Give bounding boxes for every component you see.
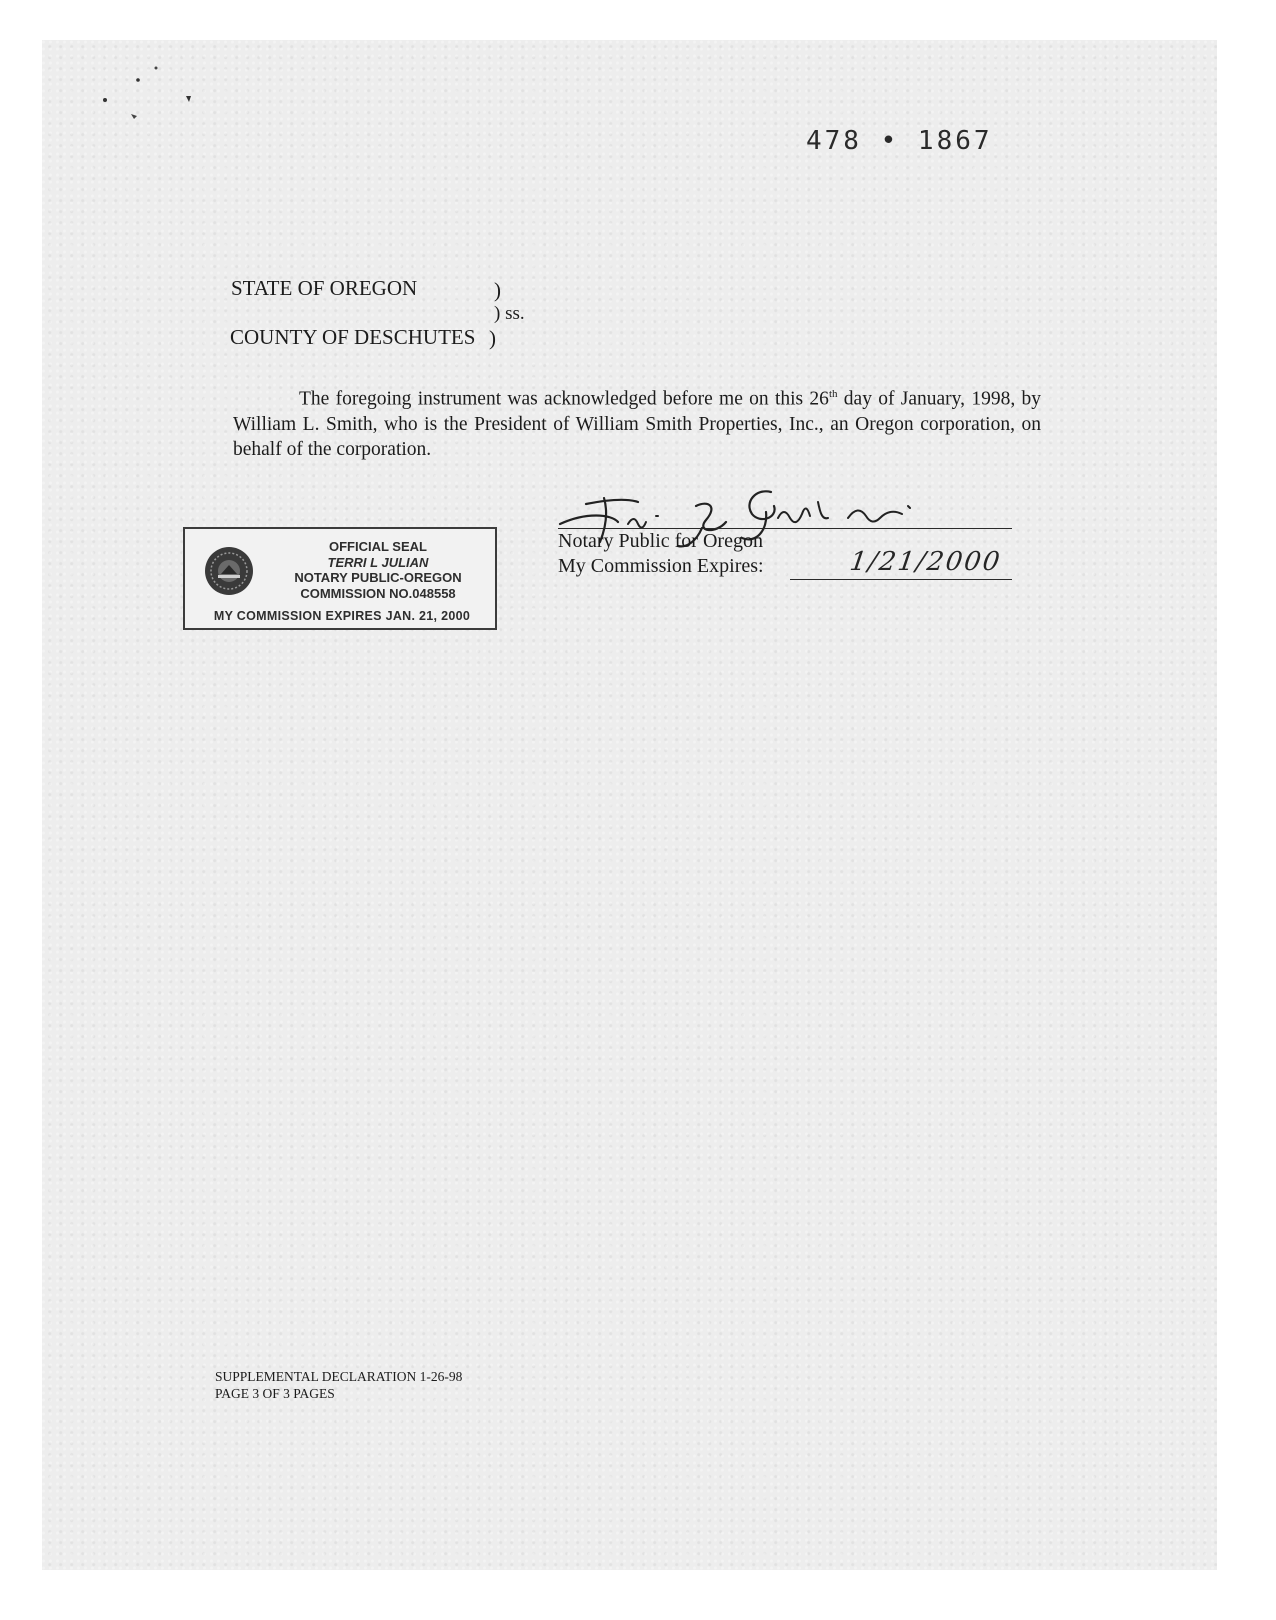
seal-commission-number: COMMISSION NO.048558 xyxy=(300,585,456,601)
day-suffix: th xyxy=(828,388,838,400)
seal-text-block xyxy=(255,539,501,601)
official-seal-stamp xyxy=(183,527,497,630)
acknowledgment-paragraph xyxy=(233,382,1041,462)
commission-expires-value: 1/21/2000 xyxy=(847,547,1004,577)
scan-specks xyxy=(98,58,208,128)
seal-title: OFFICIAL SEAL xyxy=(329,539,427,554)
footer-page-count: PAGE 3 OF 3 PAGES xyxy=(215,1386,335,1401)
footer-document-title: SUPPLEMENTAL DECLARATION 1-26-98 xyxy=(215,1369,463,1384)
acknowledgment-text-end: day of January, 1998, by William L. Smith, who is the President of William Smith Properties, Inc., an Oregon corporation, on behalf of the corporation. xyxy=(233,388,1041,460)
state-label: STATE OF OREGON xyxy=(231,276,418,300)
paren-top: ) xyxy=(494,278,501,302)
expires-underline xyxy=(790,579,1012,580)
document-page xyxy=(42,40,1217,1570)
page-footer xyxy=(215,1368,462,1402)
document-number: 478 • 1867 xyxy=(806,126,993,156)
seal-expiration: MY COMMISSION EXPIRES JAN. 21, 2000 xyxy=(213,609,471,623)
signature-line xyxy=(558,528,1012,529)
seal-notary-name: TERRI L JULIAN xyxy=(327,554,429,570)
state-seal-icon xyxy=(203,541,255,601)
notary-public-label: Notary Public for Oregon xyxy=(558,530,763,552)
county-label: COUNTY OF DESCHUTES xyxy=(230,325,476,349)
ss-marker: ) ss. xyxy=(494,303,525,324)
commission-expires-label: My Commission Expires: xyxy=(558,555,764,577)
paren-bottom: ) xyxy=(489,326,496,350)
acknowledgment-text-start: The foregoing instrument was acknowledged before me on this 26 xyxy=(299,388,829,410)
seal-office: NOTARY PUBLIC-OREGON xyxy=(294,570,462,585)
